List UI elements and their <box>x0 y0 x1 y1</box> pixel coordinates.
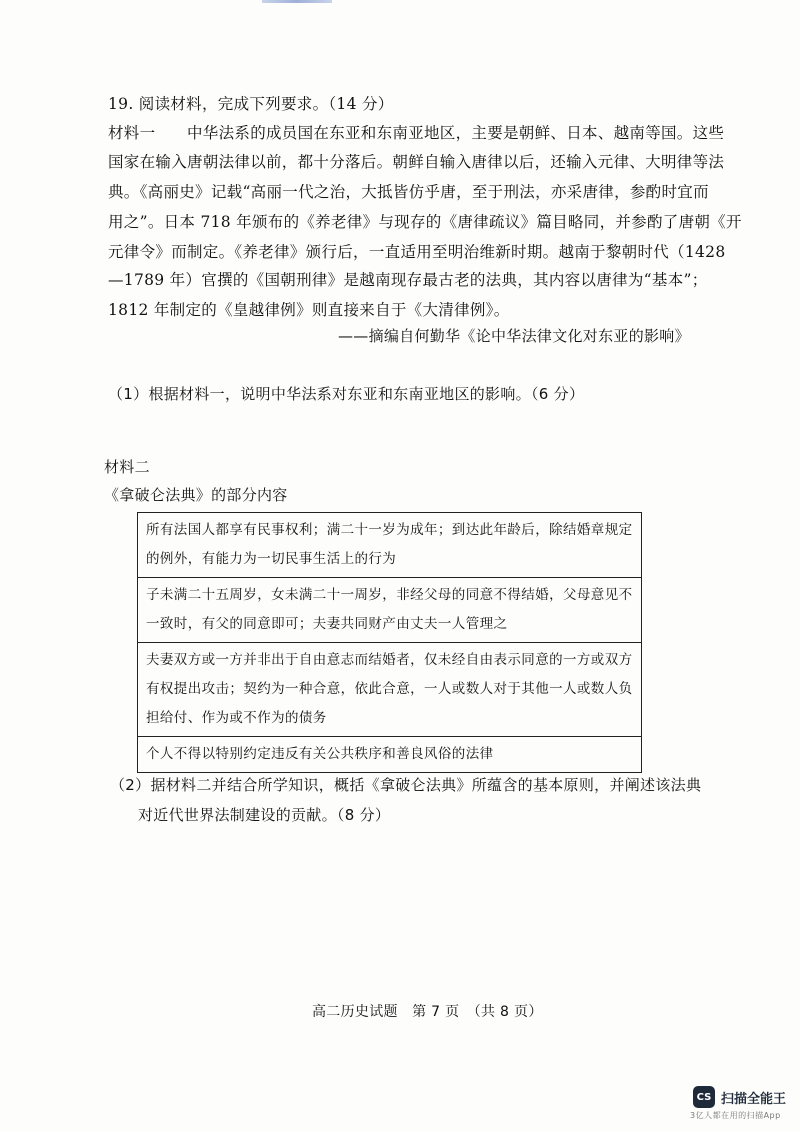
camscanner-logo-icon: CS <box>693 1086 715 1108</box>
table-row: 个人不得以特别约定违反有关公共秩序和善良风俗的法律 <box>146 746 494 762</box>
question-header: 19. 阅读材料，完成下列要求。（14 分） <box>108 95 394 113</box>
material1-line: 典。《高丽史》记载“高丽一代之治，大抵皆仿乎唐，至于刑法，亦采唐律，参酌时宜而 <box>108 183 709 201</box>
sub-question-1: （1）根据材料一，说明中华法系对东亚和东南亚地区的影响。（6 分） <box>108 385 585 403</box>
scan-edge-mark <box>262 0 332 3</box>
material1-line: —1789 年）官撰的《国朝刑律》是越南现存最古老的法典，其内容以唐律为“基本”； <box>108 271 708 289</box>
material2-caption: 《拿破仑法典》的部分内容 <box>104 486 288 504</box>
material1-line: 材料一 中华法系的成员国在东亚和东南亚地区，主要是朝鲜、日本、越南等国。这些 <box>108 124 725 142</box>
table-row: 夫妻双方或一方并非出于自由意志而结婚者，仅未经自由表示同意的一方或双方有权提出攻击；契约为一种合意，依此合意，一人或数人对于其他一人或数人负担给付、作为或不作为的债务 <box>138 643 641 737</box>
material2-label: 材料二 <box>104 458 150 476</box>
material1-line: 元律令》而制定。《养老律》颁行后，一直适用至明治维新时期。越南于黎朝时代（1428 <box>108 243 726 261</box>
napoleonic-code-table <box>137 512 642 773</box>
scanner-watermark <box>693 1086 786 1108</box>
sub-question-2-line1: （2）据材料二并结合所学知识，概括《拿破仑法典》所蕴含的基本原则，并阐述该法典 <box>110 776 702 794</box>
scanner-app-name: 扫描全能王 <box>721 1091 787 1107</box>
material1-line: 国家在输入唐朝法律以前，都十分落后。朝鲜自输入唐律以后，还输入元律、大明律等法 <box>108 153 725 171</box>
scanner-tagline: 3亿人都在用的扫描App <box>690 1111 781 1120</box>
material1-source: ——摘编自何勤华《论中华法律文化对东亚的影响》 <box>338 327 690 345</box>
material1-line: 1812 年制定的《皇越律例》则直接来自于《大清律例》。 <box>108 301 510 319</box>
sub-question-2-line2: 对近代世界法制建设的贡献。（8 分） <box>138 806 391 824</box>
page-footer: 高二历史试题 第 7 页 （共 8 页） <box>312 1004 543 1020</box>
material1-line: 用之”。日本 718 年颁布的《养老律》与现存的《唐律疏议》篇目略同，并参酌了唐朝《开 <box>108 213 742 231</box>
table-row: 所有法国人都享有民事权利；满二十一岁为成年；到达此年龄后，除结婚章规定的例外，有能力为一切民事生活上的行为 <box>138 513 641 578</box>
table-row: 子未满二十五周岁，女未满二十一周岁，非经父母的同意不得结婚，父母意见不一致时，有父的同意即可；夫妻共同财产由丈夫一人管理之 <box>138 578 641 643</box>
